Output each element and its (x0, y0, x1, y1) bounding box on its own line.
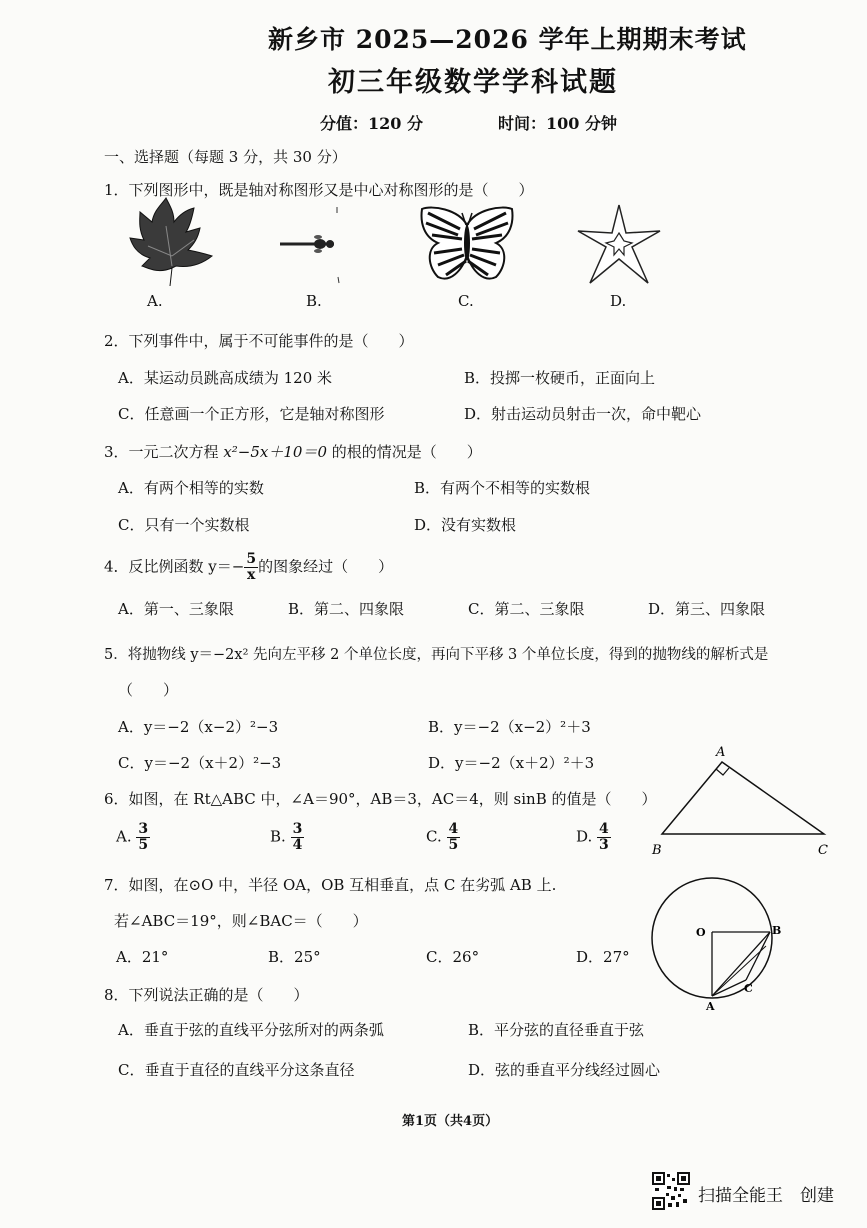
question-3-stem (104, 441, 482, 462)
question-7-option-a: A．21° (116, 948, 169, 966)
question-6-option-a (116, 822, 150, 853)
question-5-option-a: A．y＝−2（x−2）²−3 (118, 718, 279, 736)
question-5-option-b: B．y＝−2（x−2）²＋3 (428, 718, 591, 736)
question-3-option-b: B．有两个不相等的实数根 (414, 479, 591, 497)
question-2-option-c: C．任意画一个正方形，它是轴对称图形 (118, 405, 385, 423)
qr-code-icon (652, 1172, 690, 1210)
option-fraction (597, 822, 611, 853)
triangle-label-b: B (652, 843, 662, 858)
question-1-stem: 1．下列图形中，既是轴对称图形又是中心对称图形的是（ ） (104, 181, 534, 199)
question-7-stem: 7．如图，在⊙O 中，半径 OA，OB 互相垂直，点 C 在劣弧 AB 上. (104, 876, 557, 894)
question-6-stem: 6．如图，在 Rt△ABC 中，∠A＝90°，AB＝3，AC＝4，则 sinB 的值是（ ） (104, 790, 657, 808)
question-4-option-c: C．第二、三象限 (468, 600, 585, 618)
question-3-stem-pre: 3．一元二次方程 (104, 443, 224, 461)
question-8-option-b: B．平分弦的直径垂直于弦 (468, 1021, 645, 1039)
dragonfly-icon (272, 205, 342, 285)
option-letter: A. (116, 827, 132, 846)
question-3-option-c: C．只有一个实数根 (118, 516, 250, 534)
fraction-numerator: 3 (138, 821, 149, 837)
six-point-star-icon (574, 203, 664, 287)
question-5-stem: 5．将抛物线 y＝−2x² 先向左平移 2 个单位长度，再向下平移 3 个单位长度，得到的抛物线的解析式是 (104, 647, 769, 663)
triangle-label-c: C (818, 843, 828, 858)
question-6-option-b (270, 822, 304, 853)
question-5-paren: （ ） (118, 681, 179, 699)
fraction-denominator: 5 (138, 837, 149, 853)
option-fraction (447, 822, 461, 853)
question-2-option-d: D．射击运动员射击一次，命中靶心 (464, 405, 702, 423)
fraction-numerator: 5 (246, 551, 257, 567)
question-7-option-d: D．27° (576, 948, 630, 966)
triangle-label-a: A (716, 745, 726, 760)
fraction-numerator: 4 (599, 821, 609, 837)
question-3-option-a: A．有两个相等的实数 (118, 479, 264, 497)
option-letter: B. (270, 827, 286, 846)
question-8-option-a: A．垂直于弦的直线平分弦所对的两条弧 (118, 1021, 384, 1039)
question-7-stem2: 若∠ABC＝19°，则∠BAC＝（ ） (114, 912, 368, 930)
question-2-option-b: B．投掷一枚硬币，正面向上 (464, 369, 656, 387)
question-7-option-b: B．25° (268, 948, 321, 966)
fraction-numerator: 3 (292, 821, 303, 837)
question-8-option-c: C．垂直于直径的直线平分这条直径 (118, 1061, 355, 1079)
option-letter: D. (576, 827, 593, 846)
question-5-option-c: C．y＝−2（x＋2）²−3 (118, 754, 282, 772)
question-2-stem: 2．下列事件中，属于不可能事件的是（ ） (104, 332, 414, 350)
option-fraction (136, 822, 150, 853)
right-triangle-figure (648, 740, 838, 860)
question-3-option-d: D．没有实数根 (414, 516, 517, 534)
question-4-stem-pre: 4．反比例函数 y＝− (104, 557, 245, 576)
question-1-label-b: B. (306, 292, 322, 310)
circle-label-c: C (744, 982, 753, 995)
circle-label-o: O (696, 926, 706, 939)
exam-title-line2: 初三年级数学学科试题 (328, 67, 618, 98)
circle-label-b: B (772, 924, 782, 937)
fraction-denominator: x (247, 567, 256, 583)
exam-title-line1: 新乡市 2025—2026 学年上期期末考试 (268, 25, 747, 54)
fraction-denominator: 5 (448, 837, 459, 853)
option-fraction (291, 822, 305, 853)
question-5-option-d: D．y＝−2（x＋2）²＋3 (428, 754, 595, 772)
question-4-option-d: D．第三、四象限 (648, 600, 766, 618)
question-1-label-a: A. (147, 292, 163, 310)
butterfly-icon (418, 205, 516, 285)
question-4-option-a: A．第一、三象限 (118, 600, 234, 618)
score-info: 分值：120 分 (320, 114, 423, 133)
question-6-option-d (576, 822, 611, 853)
fraction-denominator: 3 (599, 837, 609, 853)
question-8-option-d: D．弦的垂直平分线经过圆心 (468, 1061, 661, 1079)
maple-leaf-icon (128, 196, 218, 288)
question-7-option-c: C．26° (426, 948, 480, 966)
section-heading: 一、选择题（每题 3 分，共 30 分） (104, 148, 347, 166)
fraction-denominator: 4 (292, 837, 303, 853)
scanner-watermark: 扫描全能王 创建 (698, 1186, 834, 1206)
question-3-stem-post: 的根的情况是（ ） (327, 443, 482, 461)
question-1-label-c: C. (458, 292, 474, 310)
option-letter: C. (426, 827, 442, 846)
fraction-numerator: 4 (448, 821, 459, 837)
question-4-fraction (244, 552, 258, 583)
question-3-equation: x²−5x＋10＝0 (223, 443, 327, 461)
time-info: 时间：100 分钟 (498, 114, 617, 133)
circle-figure (646, 872, 786, 1016)
question-4-stem (104, 552, 393, 583)
question-4-stem-post: 的图象经过（ ） (258, 557, 394, 576)
question-8-stem: 8．下列说法正确的是（ ） (104, 986, 309, 1004)
question-1-label-d: D. (610, 292, 627, 310)
question-2-option-a: A．某运动员跳高成绩为 120 米 (118, 369, 333, 387)
circle-label-a: A (706, 1000, 715, 1013)
question-4-option-b: B．第二、四象限 (288, 600, 405, 618)
question-6-option-c (426, 822, 460, 853)
page-number: 第1页（共4页） (402, 1114, 499, 1129)
